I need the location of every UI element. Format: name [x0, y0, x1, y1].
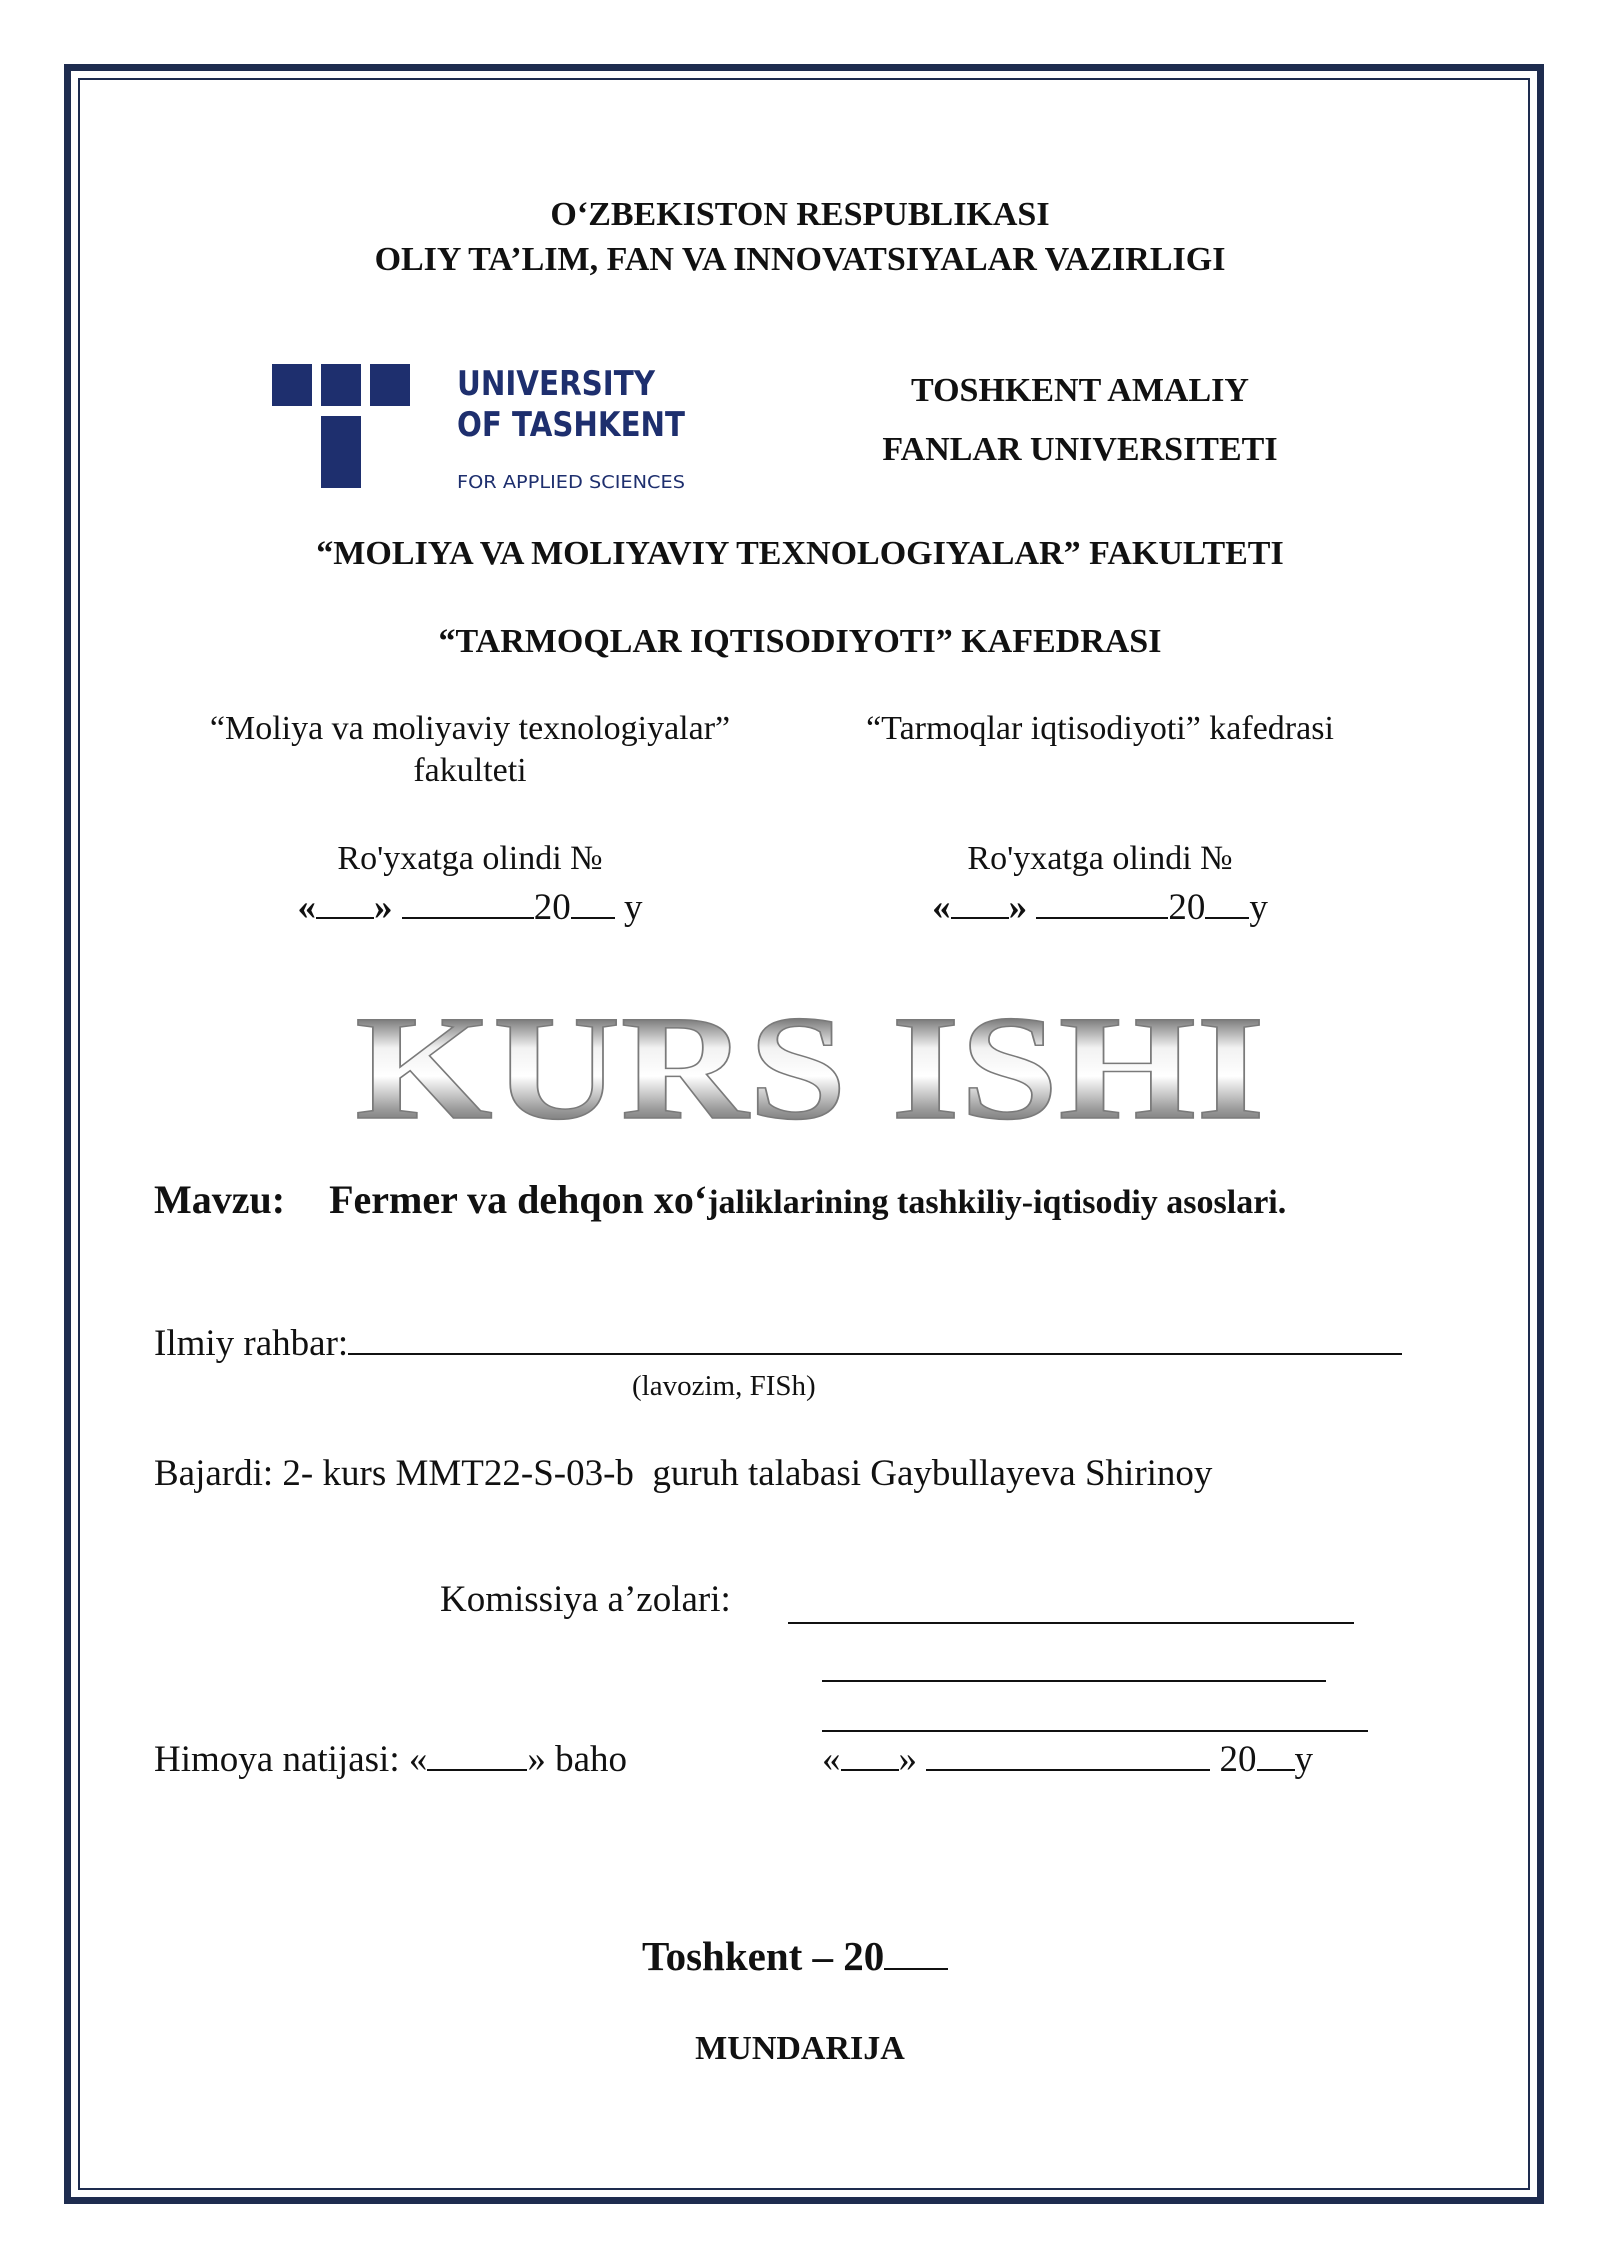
right-year-blank[interactable] — [1205, 917, 1249, 919]
defense-year-prefix: 20 — [1219, 1739, 1257, 1780]
performer-line: Bajardi: 2- kurs MMT22-S-03-b guruh talabasi Gaybullayeva Shirinoy — [154, 1453, 1213, 1494]
right-registered-label: Ro'yxatga olindi № — [967, 840, 1233, 877]
right-day-blank[interactable] — [951, 917, 1009, 919]
defense-date-close-quote: » — [898, 1739, 917, 1780]
logo-mark — [272, 364, 410, 488]
city-year-text: Toshkent – 20 — [642, 1933, 885, 1979]
right-year-suffix: y — [1249, 887, 1268, 928]
right-date-close-quote: » — [1008, 887, 1028, 928]
kurs-ishi-title: KURS ISHI — [355, 985, 1265, 1151]
left-year-blank[interactable] — [571, 917, 615, 919]
left-registered-label: Ro'yxatga olindi № — [337, 840, 603, 877]
left-date-close-quote: » — [374, 887, 393, 928]
right-year-prefix: 20 — [1168, 887, 1206, 928]
commission-member-blank-1[interactable] — [788, 1578, 1354, 1624]
right-month-blank[interactable] — [1036, 917, 1168, 919]
topic-line — [154, 1176, 1286, 1223]
defense-label-close: » baho — [527, 1739, 628, 1780]
defense-month-blank[interactable] — [926, 1769, 1210, 1771]
topic-text-part-1: Fermer va dehqon xo‘ — [329, 1177, 708, 1222]
university-name-line-2: FANLAR UNIVERSITETI — [882, 431, 1278, 468]
left-month-blank[interactable] — [402, 917, 534, 919]
kurs-ishi-banner — [350, 985, 1270, 1151]
contents-title: MUNDARIJA — [695, 2030, 905, 2067]
city-year — [642, 1932, 948, 1980]
left-faculty-line-1: “Moliya va moliyaviy texnologiyalar” — [209, 710, 731, 747]
left-year-prefix: 20 — [533, 887, 571, 928]
right-department-line-1: “Tarmoqlar iqtisodiyoti” kafedrasi — [866, 710, 1334, 747]
defense-result — [154, 1738, 627, 1781]
defense-label-open: Himoya natijasi: « — [154, 1739, 428, 1780]
supervisor-label: Ilmiy rahbar: — [154, 1323, 349, 1364]
defense-day-blank[interactable] — [841, 1769, 899, 1771]
left-date-open-quote: « — [297, 887, 316, 928]
commission-label: Komissiya a’zolari: — [440, 1579, 731, 1620]
logo-text-applied-sciences: FOR APPLIED SCIENCES — [457, 472, 685, 493]
right-registration-date — [800, 886, 1400, 929]
topic-label: Mavzu: — [154, 1177, 286, 1222]
supervisor-line — [154, 1322, 1402, 1365]
logo-text-university: UNIVERSITY — [457, 364, 656, 404]
right-date-open-quote: « — [932, 887, 951, 928]
defense-date — [822, 1738, 1313, 1781]
defense-year-suffix: y — [1294, 1739, 1313, 1780]
left-day-blank[interactable] — [316, 917, 374, 919]
ministry-line-2: OLIY TA’LIM, FAN VA INNOVATSIYALAR VAZIRLIGI — [374, 241, 1226, 278]
faculty-title: “MOLIYA VA MOLIYAVIY TEXNOLOGIYALAR” FAKULTETI — [316, 535, 1284, 572]
department-title: “TARMOQLAR IQTISODIYOTI” KAFEDRASI — [438, 623, 1162, 660]
defense-date-open-quote: « — [822, 1739, 841, 1780]
defense-grade-blank[interactable] — [427, 1769, 527, 1771]
defense-year-blank[interactable] — [1257, 1769, 1295, 1771]
university-logo — [272, 364, 692, 494]
left-registration-date — [140, 886, 800, 929]
left-faculty-line-2: fakulteti — [413, 752, 527, 789]
city-year-blank[interactable] — [884, 1968, 948, 1970]
commission-member-blank-2[interactable] — [822, 1636, 1326, 1682]
left-year-suffix: y — [624, 887, 643, 928]
commission-member-blank-3[interactable] — [822, 1686, 1368, 1732]
logo-text-of-tashkent: OF TASHKENT — [457, 405, 686, 445]
university-name-line-1: TOSHKENT AMALIY — [911, 372, 1249, 409]
supervisor-blank[interactable] — [348, 1353, 1402, 1355]
topic-text-part-2: jaliklarining tashkiliy-iqtisodiy asoslari. — [707, 1184, 1287, 1221]
ministry-line-1: O‘ZBEKISTON RESPUBLIKASI — [550, 196, 1050, 233]
supervisor-hint: (lavozim, FISh) — [632, 1370, 816, 1402]
